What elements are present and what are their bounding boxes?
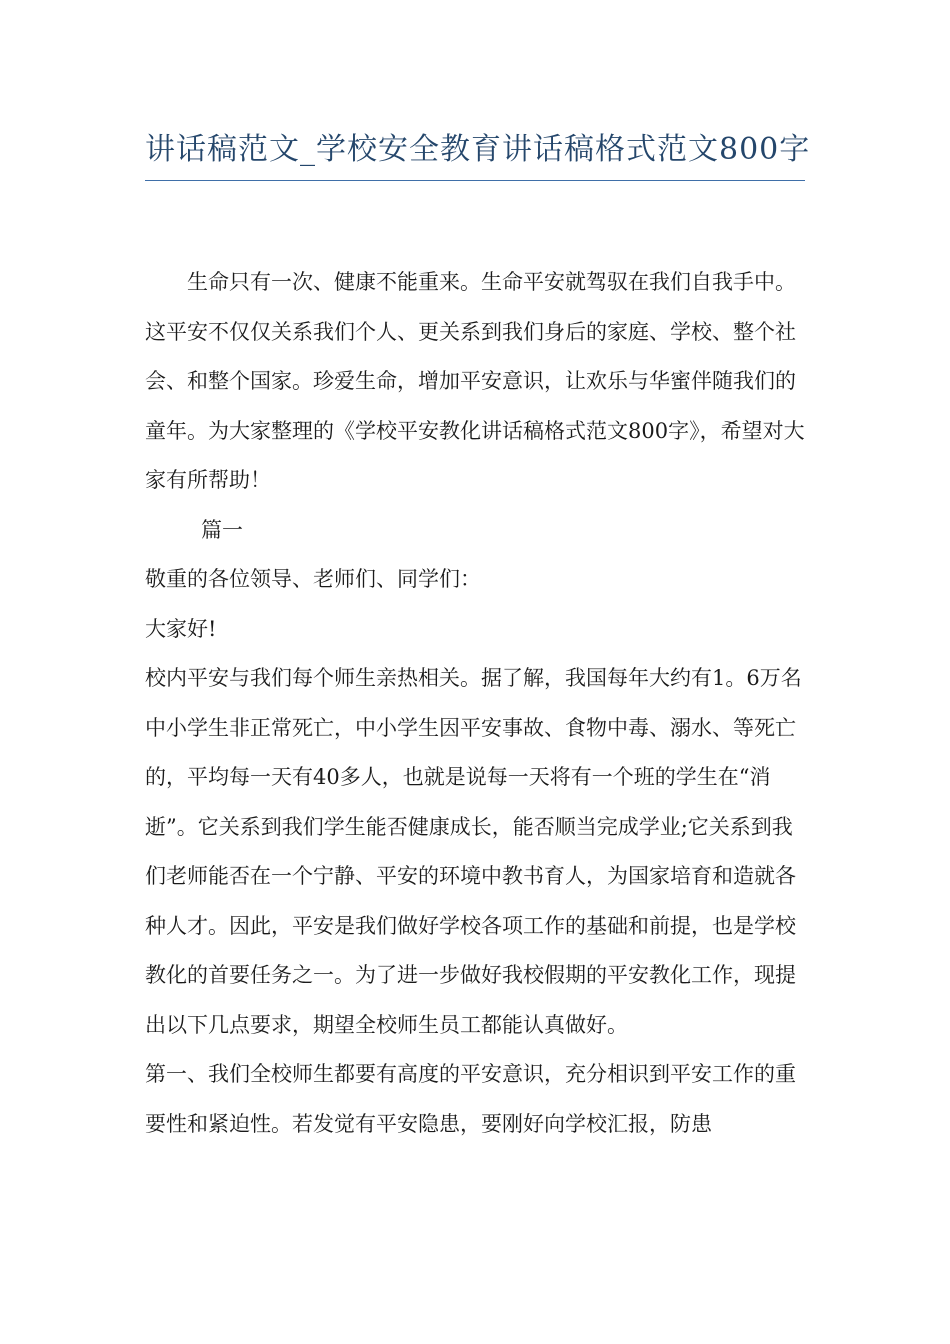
document-title: 讲话稿范文_学校安全教育讲话稿格式范文800字 (145, 132, 811, 167)
greeting-line: 大家好! (145, 616, 217, 641)
body-paragraph-1: 校内平安与我们每个师生亲热相关。据了解，我国每年大约有1。6万名中小学生非正常死亡，中小学生因平安事故、食物中毒、溺水、等死亡的，平均每一天有40多人，也就是说每一天将有一个班的学生在“消逝”。它关系到我们学生能否健康成长，能否顺当完成学业;它关系到我们老师能否在一个宁静、平安的环境中教书育人，为国家培育和造就各种人才。因此，平安是我们做好学校各项工作的基础和前提，也是学校教化的首要任务之一。为了进一步做好我校假期的平安教化工作，现提出以下几点要求，期望全校师生员工都能认真做好。 (145, 666, 802, 1037)
intro-paragraph: 生命只有一次、健康不能重来。生命平安就驾驭在我们自我手中。这平安不仅仅关系我们个人、更关系到我们身后的家庭、学校、整个社会、和整个国家。珍爱生命，增加平安意识，让欢乐与华蜜伴随我们的童年。为大家整理的《学校平安教化讲话稿格式范文800字》，希望对大家有所帮助！ (145, 270, 805, 492)
body-paragraph-2: 第一、我们全校师生都要有高度的平安意识，充分相识到平安工作的重要性和紧迫性。若发觉有平安隐患，要刚好向学校汇报，防患 (145, 1062, 796, 1136)
document-body (145, 258, 810, 1149)
salutation-line: 敬重的各位领导、老师们、同学们： (145, 567, 481, 591)
title-underline (145, 180, 805, 181)
section-heading: 篇一 (201, 517, 243, 542)
